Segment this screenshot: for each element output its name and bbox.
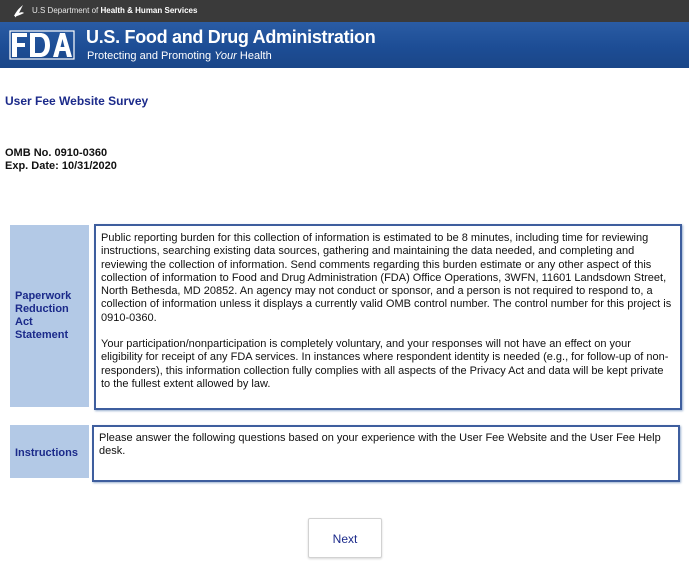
instructions-text: Please answer the following questions based on your experience with the User Fee Website and the User Fee Help desk. [99, 432, 661, 458]
hhs-header-bar [0, 0, 689, 23]
tagline-prefix: Protecting and Promoting [87, 50, 215, 62]
instructions-label: Instructions [15, 447, 78, 459]
omb-number: OMB No. 0910-0360 [5, 147, 108, 159]
fda-banner [0, 22, 689, 68]
omb-info [5, 147, 117, 173]
paperwork-paragraph-burden: Public reporting burden for this collection of information is estimated to be 8 minutes, including time for reviewing instructions, searching existing data sources, gathering and maintaining the data needed, and completing and reviewing the collection of information. Send comments regarding this burden estimate or any other aspect of this collection of information to Food and Drug Administration (FDA) Office Operations, 3WFN, 11601 Landsdown Street, North Bethesda, MD 20852. An agency may not conduct or sponsor, and a person is not required to respond to, a collection of information unless it displays a currently valid OMB control number. The control number for this project is 0910-0360. [101, 232, 672, 324]
hhs-eagle-icon [11, 3, 27, 19]
paperwork-label [15, 290, 71, 342]
paperwork-paragraph-privacy: Your participation/nonparticipation is completely voluntary, and your responses will not have an effect on your eligibility for receipt of any FDA services. In instances where respondent identity is needed (e.g., for follow-up of non-responders), this information collection fully complies with all aspects of the Privacy Act and data will be kept private to the fullest extent allowed by law. [101, 338, 669, 390]
hhs-bold-text: Health & Human Services [100, 6, 198, 15]
agency-title[interactable]: U.S. Food and Drug Administration [86, 27, 376, 47]
hhs-link[interactable] [32, 0, 197, 22]
hhs-prefix-text: U.S Department of [32, 6, 101, 15]
paperwork-statement-box [94, 224, 682, 410]
tagline-suffix: Health [236, 50, 272, 62]
paperwork-label-line: Paperwork [15, 290, 72, 302]
tagline-emphasis: Your [214, 50, 237, 62]
paperwork-label-line: Reduction [15, 303, 69, 315]
paperwork-label-line: Statement [15, 329, 69, 341]
instructions-label-cell [10, 425, 89, 478]
paperwork-label-cell [10, 225, 89, 407]
next-button[interactable]: Next [308, 518, 382, 558]
instructions-box [92, 425, 680, 482]
fda-logo-icon[interactable] [9, 29, 75, 61]
omb-expiration: Exp. Date: 10/31/2020 [5, 160, 117, 172]
page-title: User Fee Website Survey [5, 94, 149, 108]
paperwork-label-line: Act [15, 316, 33, 328]
agency-tagline [87, 50, 272, 62]
